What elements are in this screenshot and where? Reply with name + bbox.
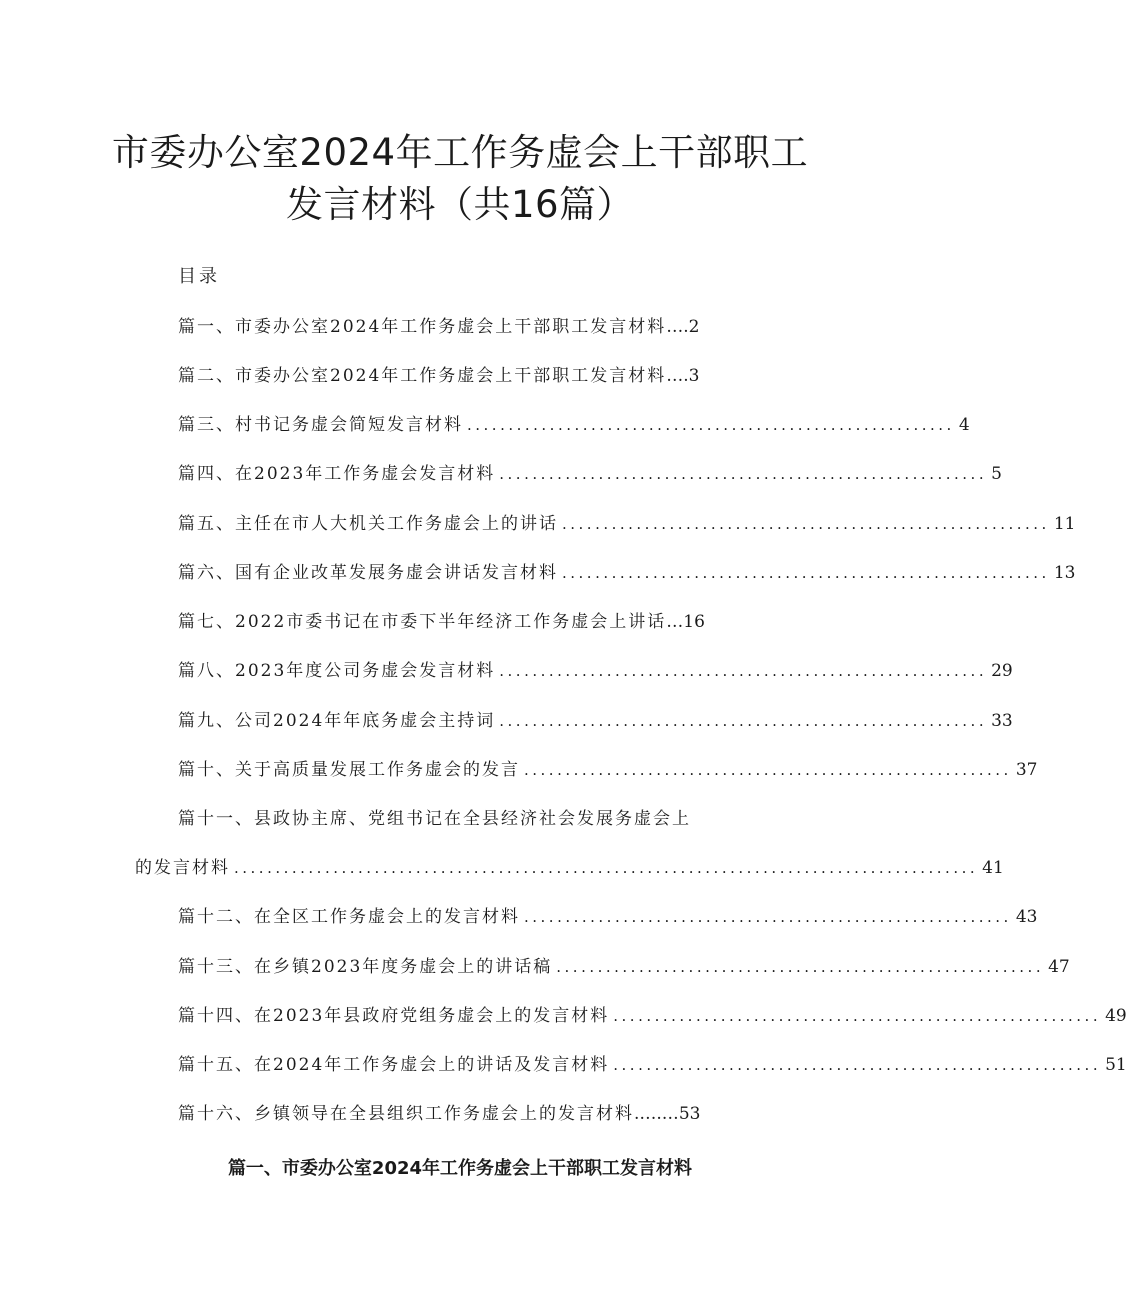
toc-entry-page: .3: [683, 366, 700, 386]
toc-entry-8[interactable]: [178, 656, 1013, 682]
toc-heading: 目录: [178, 266, 220, 287]
toc-entry-leader: ...........................................................: [499, 712, 988, 730]
toc-entry-page: 47: [1048, 957, 1070, 977]
toc-entry-leader: ...........................................................: [556, 958, 1045, 976]
toc-entry-3[interactable]: [178, 410, 970, 436]
toc-entry-label: 篇十五、在2024年工作务虚会上的讲话及发言材料: [178, 1055, 610, 1075]
toc-entry-page: 5: [991, 464, 1002, 484]
toc-entry-13[interactable]: [178, 952, 1070, 978]
toc-entry-page: 49: [1105, 1006, 1127, 1026]
toc-entry-leader: …: [666, 317, 684, 337]
toc-entry-label: 篇五、主任在市人大机关工作务虚会上的讲话: [178, 514, 558, 534]
toc-entry-label: 篇三、村书记务虚会简短发言材料: [178, 415, 463, 435]
toc-entry-label-continuation: 的发言材料: [135, 858, 230, 878]
toc-entry-page: 53: [678, 1104, 701, 1124]
document-title: [0, 128, 920, 230]
toc-entry-10[interactable]: [178, 755, 1038, 781]
toc-entry-label: 篇九、公司2024年年底务虚会主持词: [178, 711, 496, 731]
toc-entry-label: 篇二、市委办公室2024年工作务虚会上干部职工发言材料: [178, 366, 667, 386]
toc-entry-7[interactable]: [178, 607, 705, 633]
toc-entry-page: 13: [1053, 563, 1076, 583]
document-title-line2: 发言材料（共16篇）: [285, 183, 635, 226]
toc-entry-label: 篇十六、乡镇领导在全县组织工作务虚会上的发言材料: [178, 1104, 634, 1124]
toc-entry-leader: …: [666, 612, 684, 632]
toc-entry-label: 篇十二、在全区工作务虚会上的发言材料: [178, 907, 520, 927]
toc-entry-6[interactable]: [178, 558, 1076, 584]
toc-entry-leader: ...........................................................: [524, 761, 1012, 779]
section-heading: 篇一、市委办公室2024年工作务虚会上干部职工发言材料: [227, 1158, 693, 1179]
toc-entry-11[interactable]: [178, 804, 691, 830]
toc-entry-label: 篇七、2022市委书记在市委下半年经济工作务虚会上讲话: [178, 612, 667, 632]
toc-entry-label: 篇十四、在2023年县政府党组务虚会上的发言材料: [178, 1006, 610, 1026]
toc-entry-leader: …: [666, 366, 684, 386]
toc-entry-label: 篇十、关于高质量发展工作务虚会的发言: [178, 760, 520, 780]
toc-entry-page: 4: [958, 415, 970, 435]
toc-entry-page: 43: [1015, 907, 1038, 927]
toc-entry-label: 篇四、在2023年工作务虚会发言材料: [178, 464, 496, 484]
toc-entry-label: 篇十三、在乡镇2023年度务虚会上的讲话稿: [178, 957, 553, 977]
toc-entry-page: 51: [1105, 1055, 1127, 1075]
toc-entry-9[interactable]: [178, 706, 1013, 732]
toc-entry-page: 41: [982, 858, 1004, 878]
toc-entry-leader: ...........................................................: [613, 1007, 1102, 1025]
toc-entry-16[interactable]: [178, 1099, 700, 1125]
toc-entry-page: 37: [1015, 760, 1038, 780]
toc-entry-label: 篇十一、县政协主席、党组书记在全县经济社会发展务虚会上: [178, 809, 691, 829]
toc-entry-leader: ...........................................................: [467, 416, 955, 434]
toc-entry-page: .2: [683, 317, 700, 337]
toc-entry-11-continuation[interactable]: [135, 853, 1004, 879]
toc-entry-leader: ..........................................................................................: [234, 859, 979, 877]
toc-entry-12[interactable]: [178, 902, 1038, 928]
toc-entry-leader: ...........................................................: [499, 662, 988, 680]
toc-entry-1[interactable]: [178, 312, 700, 338]
toc-entry-leader: ...........................................................: [562, 515, 1050, 533]
toc-entry-page: 11: [1053, 514, 1076, 534]
toc-entry-label: 篇一、市委办公室2024年工作务虚会上干部职工发言材料: [178, 317, 667, 337]
toc-entry-page: 29: [991, 661, 1013, 681]
toc-entry-leader: ...........................................................: [613, 1056, 1102, 1074]
toc-entry-5[interactable]: [178, 509, 1076, 535]
toc-entry-leader: ...........................................................: [524, 908, 1012, 926]
document-title-line1: 市委办公室2024年工作务虚会上干部职工: [111, 131, 809, 174]
toc-entry-15[interactable]: [178, 1050, 1127, 1076]
toc-entry-2[interactable]: [178, 361, 700, 387]
toc-entry-4[interactable]: [178, 459, 1002, 485]
toc-entry-page: 33: [991, 711, 1013, 731]
toc-entry-label: 篇八、2023年度公司务虚会发言材料: [178, 661, 496, 681]
toc-entry-14[interactable]: [178, 1001, 1127, 1027]
toc-entry-leader: ...........................................................: [562, 564, 1050, 582]
toc-entry-page: 16: [683, 612, 705, 632]
toc-entry-leader: .….…: [634, 1104, 679, 1124]
toc-entry-label: 篇六、国有企业改革发展务虚会讲话发言材料: [178, 563, 558, 583]
toc-entry-leader: ...........................................................: [499, 465, 988, 483]
